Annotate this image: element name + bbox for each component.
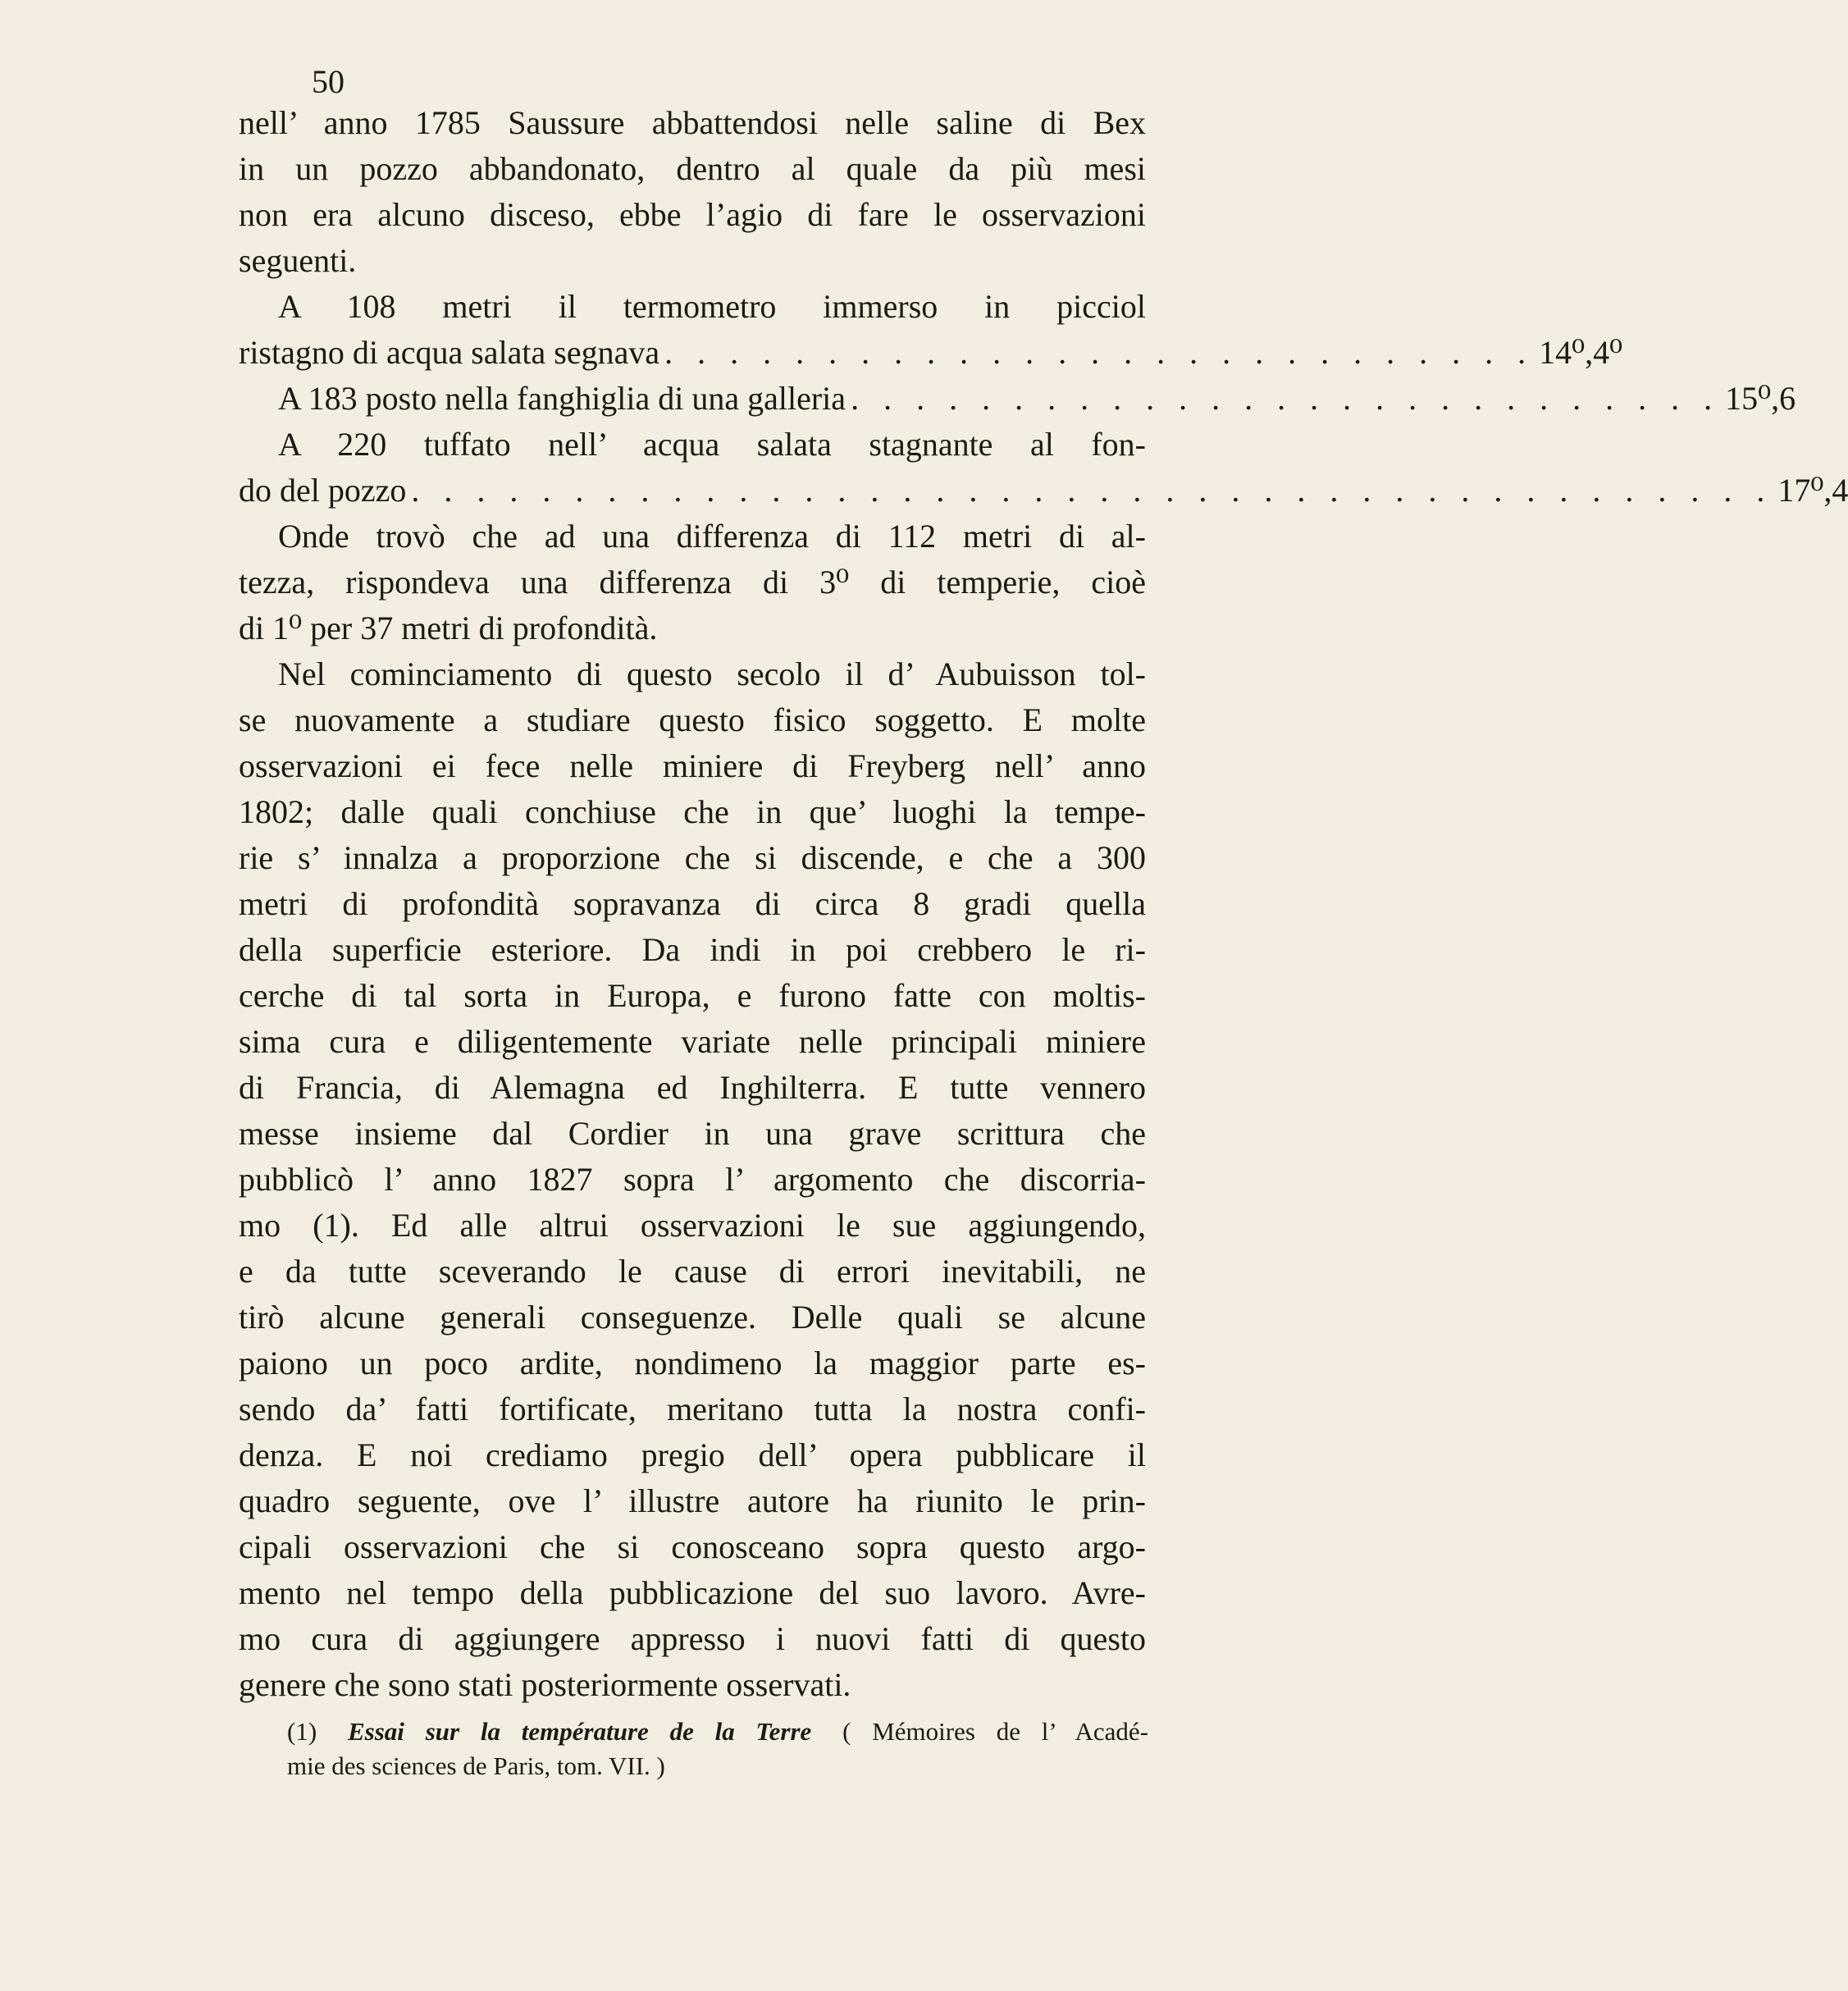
text-line: nell’ anno 1785 Saussure abbattendosi nelle saline di Bex (239, 104, 1146, 141)
text-line: di 1⁰ per 37 metri di profondità. (239, 610, 658, 646)
text-line: paiono un poco ardite, nondimeno la maggior parte es- (239, 1345, 1146, 1381)
text-line: mo (1). Ed alle altrui osservazioni le sue aggiungendo, (239, 1207, 1146, 1244)
text-line: metri di profondità sopravanza di circa 8 gradi quella (239, 885, 1146, 922)
text-line: mento nel tempo della pubblicazione del suo lavoro. Avre- (239, 1574, 1146, 1611)
dot-leader: . . . . . . . . . . . . . . . . . . . . . . . . . . . (851, 380, 1721, 417)
text-line: osservazioni ei fece nelle miniere di Freyberg nell’ anno (239, 747, 1146, 784)
text-line: cerche di tal sorta in Europa, e furono fatte con moltis- (239, 977, 1146, 1014)
measurement-leader (239, 376, 1796, 422)
text-line: messe insieme dal Cordier in una grave scrittura che (239, 1115, 1146, 1152)
measurement-value: 17⁰,4 (1777, 472, 1848, 509)
footnote (287, 1715, 1148, 1783)
measurement-label: do del pozzo (239, 472, 407, 509)
footnote-title: Essai sur la température de la Terre (347, 1717, 812, 1746)
text-line: sima cura e diligentemente variate nelle principali miniere (239, 1023, 1146, 1060)
text-line: sendo da’ fatti fortificate, meritano tutta la nostra confi- (239, 1391, 1146, 1427)
measurement-leader (239, 468, 1848, 514)
text-line: non era alcuno disceso, ebbe l’agio di fare le osservazioni (239, 196, 1146, 233)
text-line: di Francia, di Alemagna ed Inghilterra. E tutte vennero (239, 1069, 1146, 1106)
text-line: e da tutte sceverando le cause di errori inevitabili, ne (239, 1253, 1146, 1290)
text-line: pubblicò l’ anno 1827 sopra l’ argomento che discorria- (239, 1161, 1146, 1198)
footnote-source: ( Mémoires de l’ Acadé- (842, 1717, 1149, 1746)
text-line: mo cura di aggiungere appresso i nuovi fatti di questo (239, 1620, 1146, 1657)
text-line: rie s’ innalza a proporzione che si discende, e che a 300 (239, 839, 1146, 876)
text-line: Nel cominciamento di questo secolo il d’ Aubuisson tol- (278, 655, 1146, 692)
text-line: 1802; dalle quali conchiuse che in que’ luoghi la tempe- (239, 793, 1146, 830)
text-line: Onde trovò che ad una differenza di 112 metri di al- (278, 518, 1146, 555)
measurement-line: A 220 tuffato nell’ acqua salata stagnante al fon- (278, 426, 1146, 463)
measurement-label: ristagno di acqua salata segnava (239, 334, 660, 371)
text-line: della superficie esteriore. Da indi in poi crebbero le ri- (239, 931, 1146, 968)
text-line: tirò alcune generali conseguenze. Delle quali se alcune (239, 1299, 1146, 1336)
text-line: tezza, rispondeva una differenza di 3⁰ di temperie, cioè (239, 564, 1146, 600)
dot-leader: . . . . . . . . . . . . . . . . . . . . . . . . . . . . . . . . . . . . . . . . . . (411, 472, 1773, 509)
text-line: cipali osservazioni che si conosceano sopra questo argo- (239, 1528, 1146, 1565)
footnote-line: mie des sciences de Paris, tom. VII. ) (287, 1751, 665, 1780)
measurement-label: A 183 posto nella fanghiglia di una galleria (278, 380, 846, 417)
text-line: seguenti. (239, 242, 357, 279)
measurement-value: 15⁰,6 (1725, 380, 1796, 417)
text-line: in un pozzo abbandonato, dentro al quale da più mesi (239, 150, 1146, 187)
footnote-ref: (1) (287, 1717, 317, 1746)
dot-leader: . . . . . . . . . . . . . . . . . . . . . . . . . . . (664, 334, 1535, 371)
measurement-line: A 108 metri il termometro immerso in picciol (278, 288, 1146, 325)
text-line: genere che sono stati posteriormente osservati. (239, 1666, 851, 1703)
body-text (239, 100, 1848, 1708)
text-line: se nuovamente a studiare questo fisico soggetto. E molte (239, 701, 1146, 738)
footnote-line (287, 1715, 1148, 1749)
measurement-leader (239, 330, 1623, 376)
measurement-value: 14⁰,4⁰ (1539, 334, 1623, 371)
text-line: denza. E noi crediamo pregio dell’ opera pubblicare il (239, 1436, 1146, 1473)
page-number: 50 (312, 63, 345, 100)
text-line: quadro seguente, ove l’ illustre autore ha riunito le prin- (239, 1482, 1146, 1519)
